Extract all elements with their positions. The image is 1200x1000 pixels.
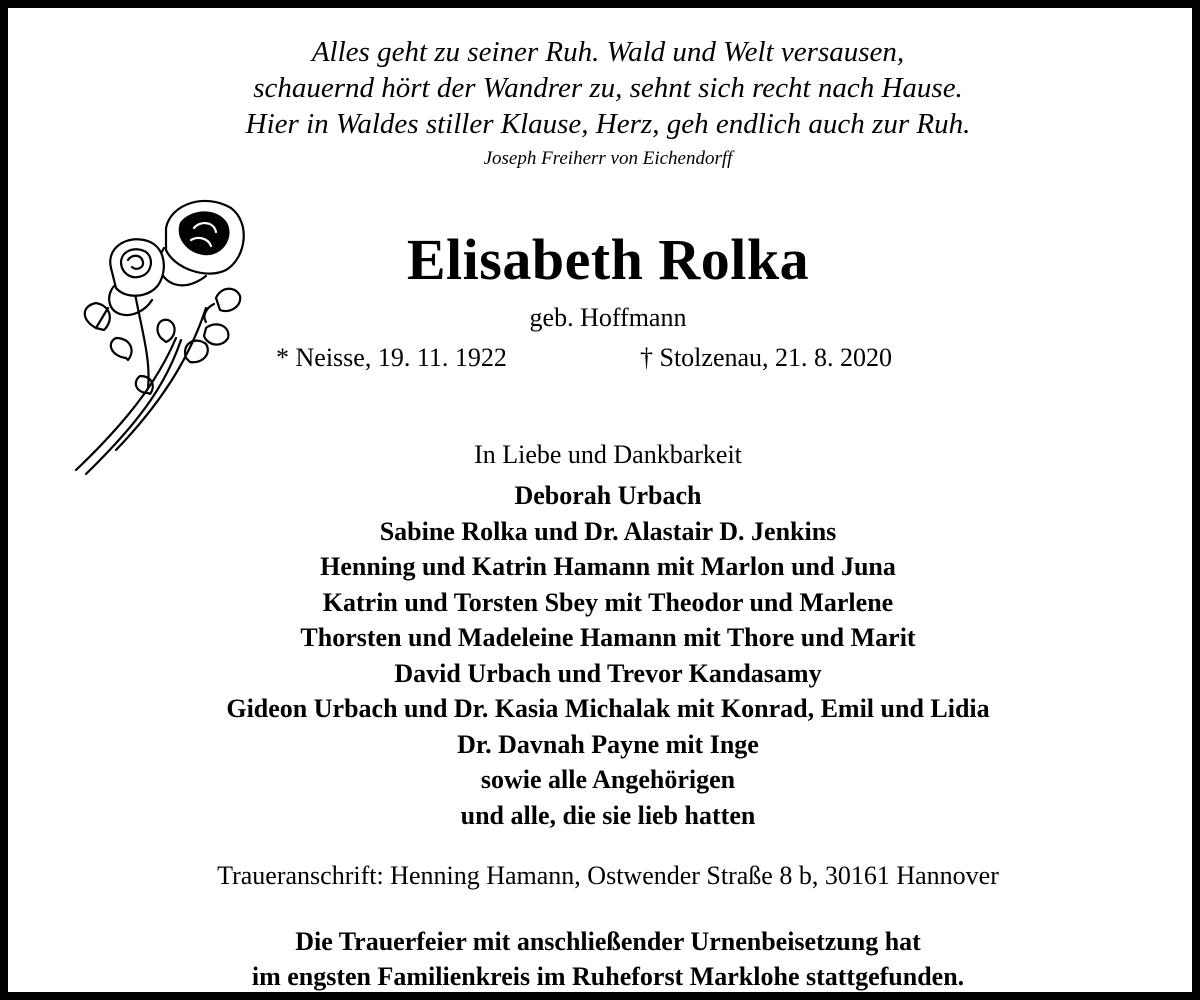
deceased-name: Elisabeth Rolka (406, 227, 810, 292)
list-item: Henning und Katrin Hamann mit Marlon und Juna (320, 552, 896, 581)
poem-line: schauernd hört der Wandrer zu, sehnt sich recht nach Hause. (253, 72, 963, 104)
poem-line: Hier in Waldes stiller Klause, Herz, geh endlich auch zur Ruh. (245, 108, 971, 140)
list-item: und alle, die sie lieb hatten (460, 800, 756, 830)
mourners-list (8, 478, 1200, 833)
ceremony-line: Die Trauerfeier mit anschließender Urnenbeisetzung hat (295, 927, 921, 956)
list-item: Katrin und Torsten Sbey mit Theodor und Marlene (322, 587, 894, 617)
ceremony-notice (8, 924, 1200, 994)
list-item: Dr. Davnah Payne mit Inge (457, 729, 759, 759)
list-item: Deborah Urbach (514, 481, 702, 510)
birth-info: * Neisse, 19. 11. 1922 (276, 343, 507, 372)
list-item: Thorsten und Madeleine Hamann mit Thore und Marit (300, 623, 916, 652)
list-item: David Urbach und Trevor Kandasamy (394, 658, 822, 688)
ceremony-line: im engsten Familienkreis im Ruheforst Marklohe stattgefunden. (251, 962, 965, 991)
death-info: † Stolzenau, 21. 8. 2020 (640, 343, 893, 372)
maiden-name: geb. Hoffmann (529, 303, 687, 332)
mourning-address: Traueranschrift: Henning Hamann, Ostwender Straße 8 b, 30161 Hannover (217, 861, 999, 890)
poem-line: Alles geht zu seiner Ruh. Wald und Welt versausen, (311, 36, 905, 68)
list-item: sowie alle Angehörigen (480, 765, 736, 794)
list-item: Sabine Rolka und Dr. Alastair D. Jenkins (379, 516, 837, 546)
mourners-intro: In Liebe und Dankbarkeit (474, 440, 742, 469)
poem-author: Joseph Freiherr von Eichendorff (483, 148, 733, 169)
list-item: Gideon Urbach und Dr. Kasia Michalak mit Konrad, Emil und Lidia (226, 694, 990, 723)
